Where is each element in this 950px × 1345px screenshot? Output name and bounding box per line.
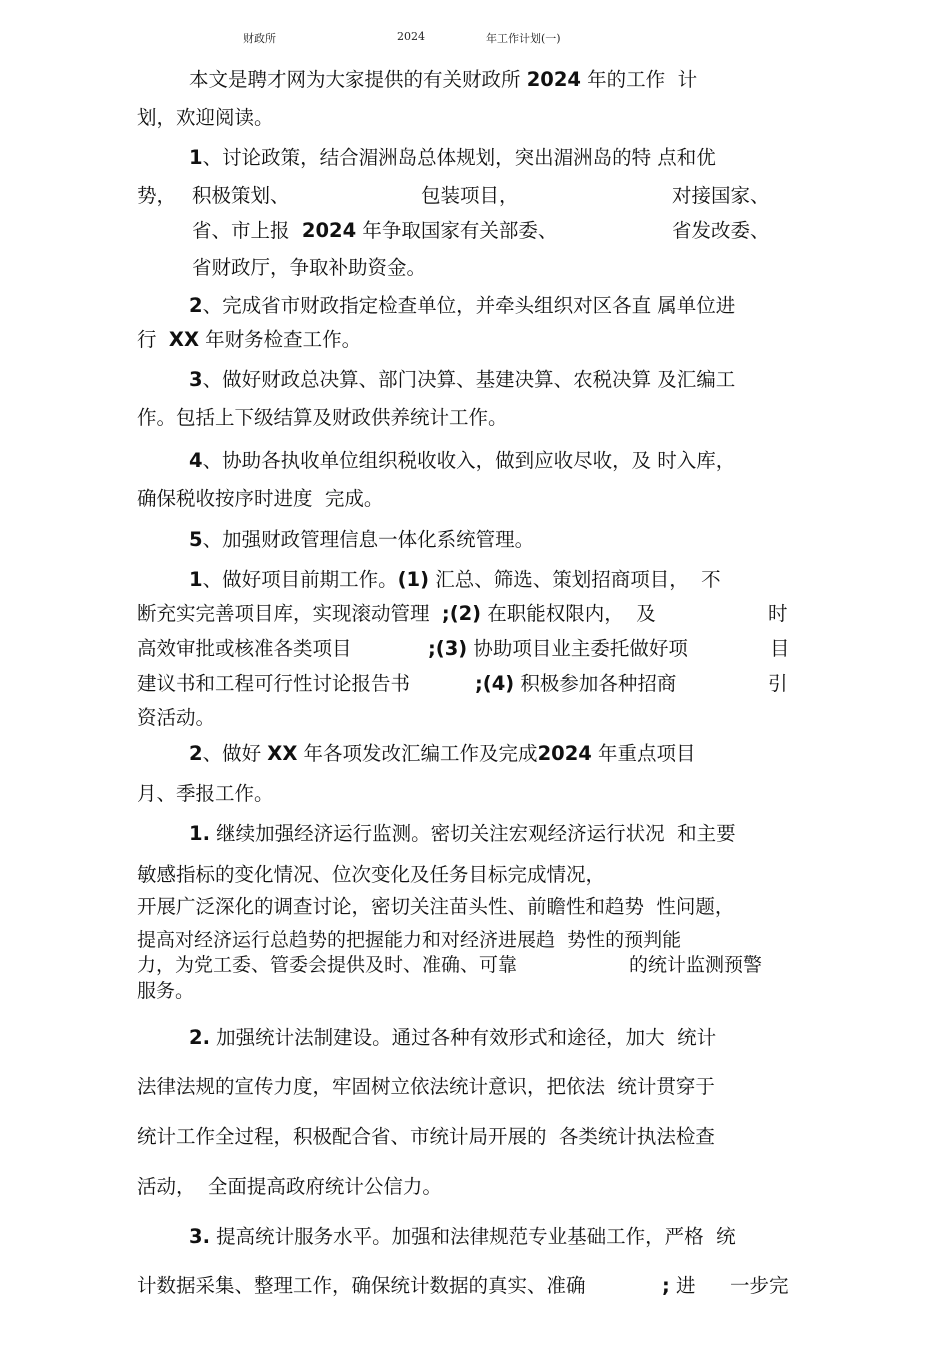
paragraph-line: 计数据采集、整理工作，确保统计数据的真实、准确 [137,1274,586,1297]
header-left-text: 财政所 [243,32,276,45]
paragraph-line: ;(3) 协助项目业主委托做好项 [428,637,688,660]
paragraph-line: 时 [768,602,788,625]
paragraph-line: 活动， 全面提高政府统计公信力。 [137,1175,442,1198]
paragraph-line: 5、加强财政管理信息一体化系统管理。 [189,528,535,551]
paragraph-line: 统计工作全过程，积极配合省、市统计局开展的 各类统计执法检查 [137,1125,715,1148]
paragraph-line: 1、讨论政策，结合湄洲岛总体规划，突出湄洲岛的特 点和优 [189,146,716,169]
paragraph-line: 服务。 [137,980,195,1002]
header-year-text: 2024 [397,30,425,43]
paragraph-line: 省、市上报 2024 年争取国家有关部委、 [192,219,558,242]
paragraph-line: 积极策划、 [192,184,290,207]
paragraph-line: 力，为党工委、管委会提供及时、准确、可靠 [137,954,518,976]
paragraph-line: 开展广泛深化的调查讨论，密切关注苗头性、前瞻性和趋势 性问题， [137,895,735,918]
paragraph-line: 省财政厅，争取补助资金。 [192,256,427,279]
paragraph-line: 3、做好财政总决算、部门决算、基建决算、农税决算 及汇编工 [189,368,736,391]
paragraph-line: 省发改委、 [672,219,770,242]
paragraph-line: 对接国家、 [672,184,770,207]
paragraph-line: 断充实完善项目库，实现滚动管理 ;(2) 在职能权限内， 及 [137,602,656,625]
paragraph-line: 目 [770,637,790,660]
header-right-text: 年工作计划(一) [486,32,561,45]
paragraph-line: 敏感指标的变化情况、位次变化及任务目标完成情况， [137,863,606,886]
paragraph-line: 资活动。 [137,706,216,729]
paragraph-line: 1、做好项目前期工作。(1) 汇总、筛选、策划招商项目， 不 [189,568,721,591]
paragraph-line: 4、协助各执收单位组织税收收入，做到应收尽收，及 时入库， [189,449,736,472]
paragraph-line: 2、做好 XX 年各项发改汇编工作及完成2024 年重点项目 [189,742,696,765]
paragraph-line: 建议书和工程可行性讨论报告书 [137,672,411,695]
paragraph-line: 高效审批或核准各类项目 [137,637,352,660]
paragraph-line: 法律法规的宣传力度，牢固树立依法统计意识，把依法 统计贯穿于 [137,1075,715,1098]
paragraph-line: 作。包括上下级结算及财政供养统计工作。 [137,406,508,429]
paragraph-line: 月、季报工作。 [137,782,274,805]
paragraph-line: 2. 加强统计法制建设。通过各种有效形式和途径，加大 统计 [189,1026,717,1049]
paragraph-line: 包装项目， [421,184,519,207]
paragraph-line: 划，欢迎阅读。 [137,106,274,129]
paragraph-line: 势， [137,184,177,207]
paragraph-line: ;(4) 积极参加各种招商 [475,672,677,695]
paragraph-line: 一步完 [730,1274,789,1297]
paragraph-line: ; 进 [662,1274,696,1297]
paragraph-line: 行 XX 年财务检查工作。 [137,328,362,351]
paragraph-line: 提高对经济运行总趋势的把握能力和对经济进展趋 势性的预判能 [137,929,682,951]
paragraph-line: 1. 继续加强经济运行监测。密切关注宏观经济运行状况 和主要 [189,822,736,845]
paragraph-line: 2、完成省市财政指定检查单位，并牵头组织对区各直 属单位进 [189,294,736,317]
paragraph-line: 本文是聘才网为大家提供的有关财政所 2024 年的工作 计 [189,68,698,91]
paragraph-line: 3. 提高统计服务水平。加强和法律规范专业基础工作，严格 统 [189,1225,736,1248]
paragraph-line: 引 [768,672,788,695]
paragraph-line: 的统计监测预警 [629,954,763,976]
paragraph-line: 确保税收按序时进度 完成。 [137,487,384,510]
